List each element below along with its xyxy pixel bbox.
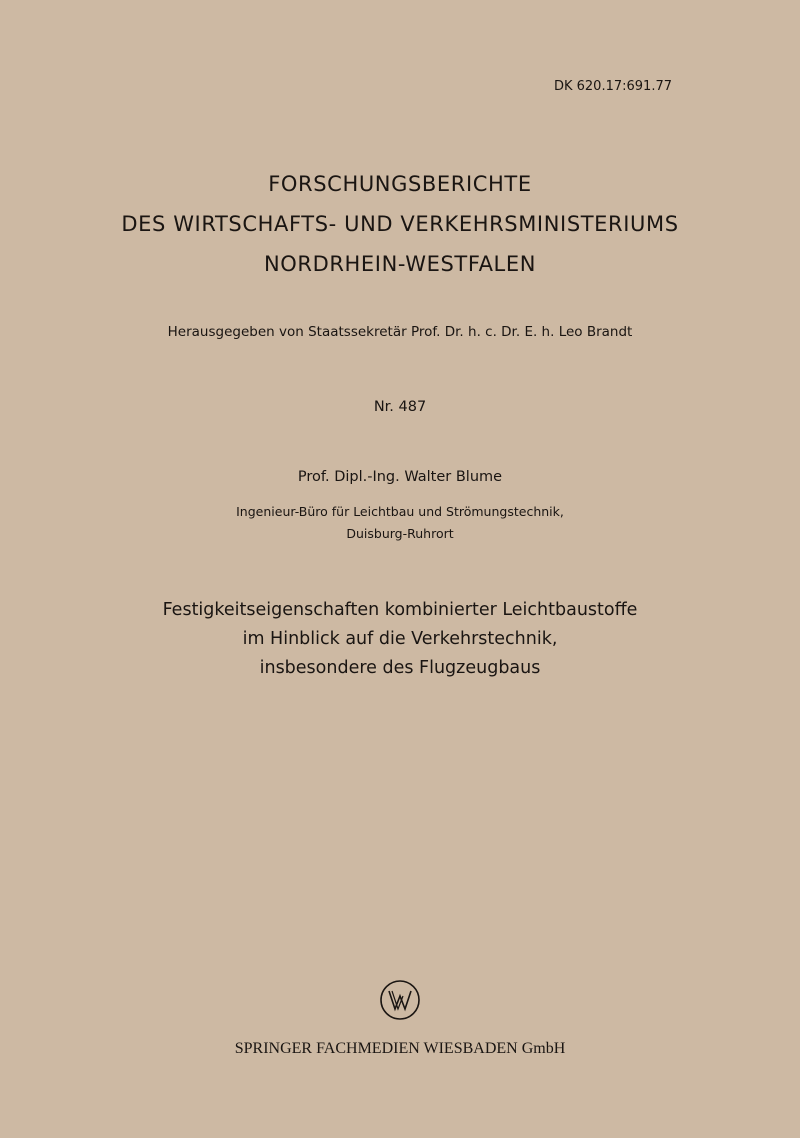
series-title-line-3: NORDRHEIN-WESTFALEN (263, 252, 537, 276)
book-title-line-3: insbesondere des Flugzeugbaus (259, 658, 541, 678)
editor-line: Herausgegeben von Staatssekretär Prof. Dr. h. c. Dr. E. h. Leo Brandt (167, 324, 633, 340)
book-title-line-2: im Hinblick auf die Verkehrstechnik, (242, 629, 558, 649)
publisher-name: SPRINGER FACHMEDIEN WIESBADEN GmbH (234, 1040, 566, 1057)
institution-line-2: Duisburg-Ruhrort (346, 526, 454, 541)
report-number: Nr. 487 (373, 399, 427, 415)
institution-line-1: Ingenieur-Büro für Leichtbau und Strömungstechnik, (236, 504, 564, 519)
publisher-logo-icon (379, 979, 421, 1021)
series-title-line-1: FORSCHUNGSBERICHTE (268, 172, 532, 196)
classification-number: DK 620.17:691.77 (553, 79, 672, 94)
series-title-line-2: DES WIRTSCHAFTS- UND VERKEHRSMINISTERIUMS (121, 212, 679, 236)
book-title-line-1: Festigkeitseigenschaften kombinierter Leichtbaustoffe (162, 600, 638, 620)
author-name: Prof. Dipl.-Ing. Walter Blume (297, 469, 503, 485)
